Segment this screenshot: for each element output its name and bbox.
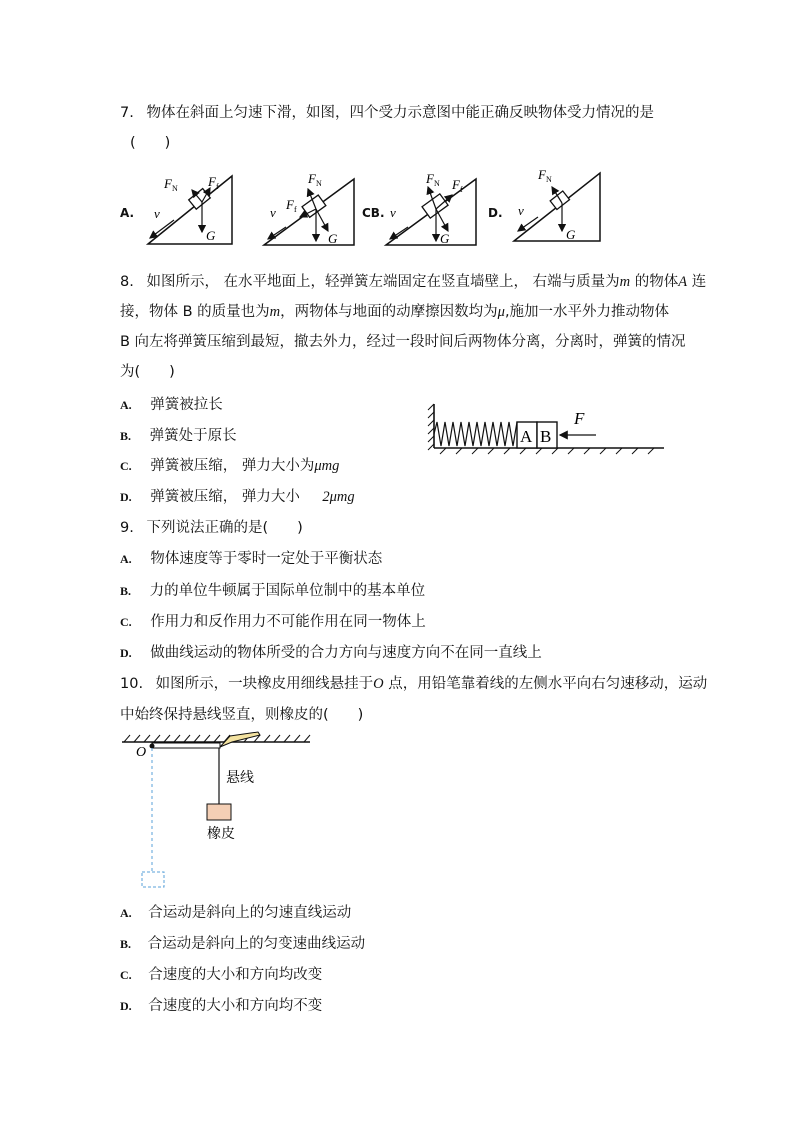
option-text: 弹簧被压缩， 弹力大小为 xyxy=(150,458,315,474)
ground-hatching xyxy=(440,448,654,454)
q10-number: 10. xyxy=(120,676,144,692)
option-text: 合运动是斜向上的匀变速曲线运动 xyxy=(147,936,366,952)
q8-stem-part: ，两物体与地面的动摩擦因数均为 xyxy=(280,304,498,320)
wall-hatching xyxy=(428,404,434,450)
q8-stem-line-4: 为( ) xyxy=(120,364,175,380)
q10-var-o: O xyxy=(373,676,384,692)
option-label: B. xyxy=(120,937,132,951)
option-label: C. xyxy=(120,615,132,629)
q7-answer-paren: ( ) xyxy=(130,135,171,151)
option-text: 做曲线运动的物体所受的合力方向与速度方向不在同一直线上 xyxy=(150,645,542,661)
eraser xyxy=(207,804,231,820)
option-label: B. xyxy=(120,429,132,443)
q10-stem-line-1 xyxy=(120,674,707,694)
option-text: 作用力和反作用力不可能作用在同一物体上 xyxy=(150,614,426,630)
label-ff-c: $F_f$ xyxy=(452,177,463,194)
velocity-arrow-c xyxy=(390,227,408,239)
option-label: D. xyxy=(120,646,132,660)
q10-option-c xyxy=(120,965,322,985)
q8-var-m: m xyxy=(269,304,281,320)
label-g-b: G xyxy=(328,231,338,246)
option-text: 合速度的大小和方向均改变 xyxy=(148,967,323,983)
q10-stem-part: 如图所示，一块橡皮用细线悬挂于 xyxy=(155,676,374,692)
q7-option-d-label: D. xyxy=(488,206,503,220)
label-thread: 悬线 xyxy=(226,771,254,786)
q8-spring-figure xyxy=(426,400,666,456)
option-label: A. xyxy=(120,552,132,566)
point-o xyxy=(150,744,155,749)
label-fn-a: $F_N$ xyxy=(164,176,178,193)
q8-stem-part: 连 xyxy=(687,274,707,290)
q10-eraser-figure xyxy=(118,730,318,892)
extra-arrow-c xyxy=(436,209,448,231)
q7-figure-b xyxy=(258,165,360,249)
q10-option-a xyxy=(120,903,351,923)
q8-stem-part: 的物体 xyxy=(630,274,679,290)
q9-number: 9. xyxy=(120,520,134,536)
option-math: μmg xyxy=(314,458,340,474)
q7-figure-a xyxy=(140,168,240,248)
label-v-b: v xyxy=(270,205,276,220)
option-text: 弹簧处于原长 xyxy=(149,428,237,444)
q9-option-a xyxy=(120,549,382,569)
option-label: D. xyxy=(120,999,132,1013)
q9-option-c xyxy=(120,612,426,632)
q8-option-d xyxy=(120,487,355,507)
option-text: 弹簧被拉长 xyxy=(150,397,223,413)
q8-stem-part: 接，物体 B 的质量也为 xyxy=(120,304,270,320)
block-b-label: B xyxy=(540,427,552,446)
q10-option-b xyxy=(120,934,365,954)
block-a-label: A xyxy=(520,427,533,446)
q10-option-d xyxy=(120,996,322,1016)
extra-arrow-b xyxy=(316,209,328,231)
q7-figure-c xyxy=(380,165,482,249)
q8-number: 8. xyxy=(120,274,134,290)
q8-stem-line-1 xyxy=(120,272,706,292)
q8-var-m: m xyxy=(619,274,631,290)
q7-stem-line xyxy=(120,103,654,123)
q7-option-a-label: A. xyxy=(120,206,135,220)
q9-option-b xyxy=(120,581,425,601)
label-fn-d: $F_N$ xyxy=(538,167,552,184)
q8-stem-line-2 xyxy=(120,302,669,322)
label-ff-a: $F_f$ xyxy=(208,174,219,191)
option-text: 弹簧被压缩， 弹力大小 xyxy=(150,489,315,505)
label-eraser: 橡皮 xyxy=(207,827,235,842)
label-g-d: G xyxy=(566,227,576,242)
option-text: 物体速度等于零时一定处于平衡状态 xyxy=(150,551,383,567)
option-text: 合运动是斜向上的匀速直线运动 xyxy=(148,905,352,921)
q7-number: 7. xyxy=(120,105,134,121)
q8-var-mu: μ xyxy=(497,304,505,320)
q9-stem-line xyxy=(120,518,303,538)
label-v-a: v xyxy=(154,206,160,221)
option-label: D. xyxy=(120,490,132,504)
q8-stem-part: ,施加一水平外力推动物体 xyxy=(504,304,670,320)
label-ff-b: $F_f$ xyxy=(286,197,297,214)
q7-option-cb-label: CB. xyxy=(362,206,385,220)
force-label: F xyxy=(574,409,585,428)
q7-figure-d xyxy=(508,165,608,247)
velocity-arrow-b xyxy=(268,227,286,239)
option-label: B. xyxy=(120,584,132,598)
q7-stem: 物体在斜面上匀速下滑，如图，四个受力示意图中能正确反映物体受力情况的是 xyxy=(146,105,654,121)
option-label: A. xyxy=(120,398,132,412)
initial-eraser-position xyxy=(142,872,164,887)
label-g-c: G xyxy=(440,231,450,246)
velocity-arrow-a xyxy=(150,220,174,238)
label-fn-c: $F_N$ xyxy=(426,171,440,188)
option-text: 合速度的大小和方向均不变 xyxy=(148,998,323,1014)
label-g-a: G xyxy=(206,228,216,243)
label-v-d: v xyxy=(518,203,524,218)
option-label: A. xyxy=(120,906,132,920)
q8-var-a: A xyxy=(678,274,688,290)
incline-a xyxy=(148,176,232,244)
option-text: 力的单位牛顿属于国际单位制中的基本单位 xyxy=(149,583,426,599)
q8-stem-line-3: B 向左将弹簧压缩到最短，撤去外力，经过一段时间后两物体分离，分离时，弹簧的情况 xyxy=(120,334,686,350)
q9-stem: 下列说法正确的是( ) xyxy=(146,520,303,536)
q8-option-b xyxy=(120,426,237,446)
label-v-c: v xyxy=(390,205,396,220)
label-o: O xyxy=(136,745,147,760)
option-label: C. xyxy=(120,459,132,473)
q9-option-d xyxy=(120,643,542,663)
spring-coil xyxy=(434,422,517,446)
q8-option-a xyxy=(120,395,223,415)
option-label: C. xyxy=(120,968,132,982)
q10-stem-part: 点，用铅笔靠着线的左侧水平向右匀速移动，运动 xyxy=(383,676,708,692)
q8-stem-part: 如图所示， 在水平地面上，轻弹簧左端固定在竖直墙壁上， 右端与质量为 xyxy=(146,274,620,290)
ceiling-hatching xyxy=(124,735,310,742)
q10-stem-line-2: 中始终保持悬线竖直，则橡皮的( ) xyxy=(120,707,364,723)
option-math: 2μmg xyxy=(322,489,355,505)
q8-option-c xyxy=(120,456,339,476)
label-fn-b: $F_N$ xyxy=(308,171,322,188)
thread-along-ceiling xyxy=(152,743,220,748)
